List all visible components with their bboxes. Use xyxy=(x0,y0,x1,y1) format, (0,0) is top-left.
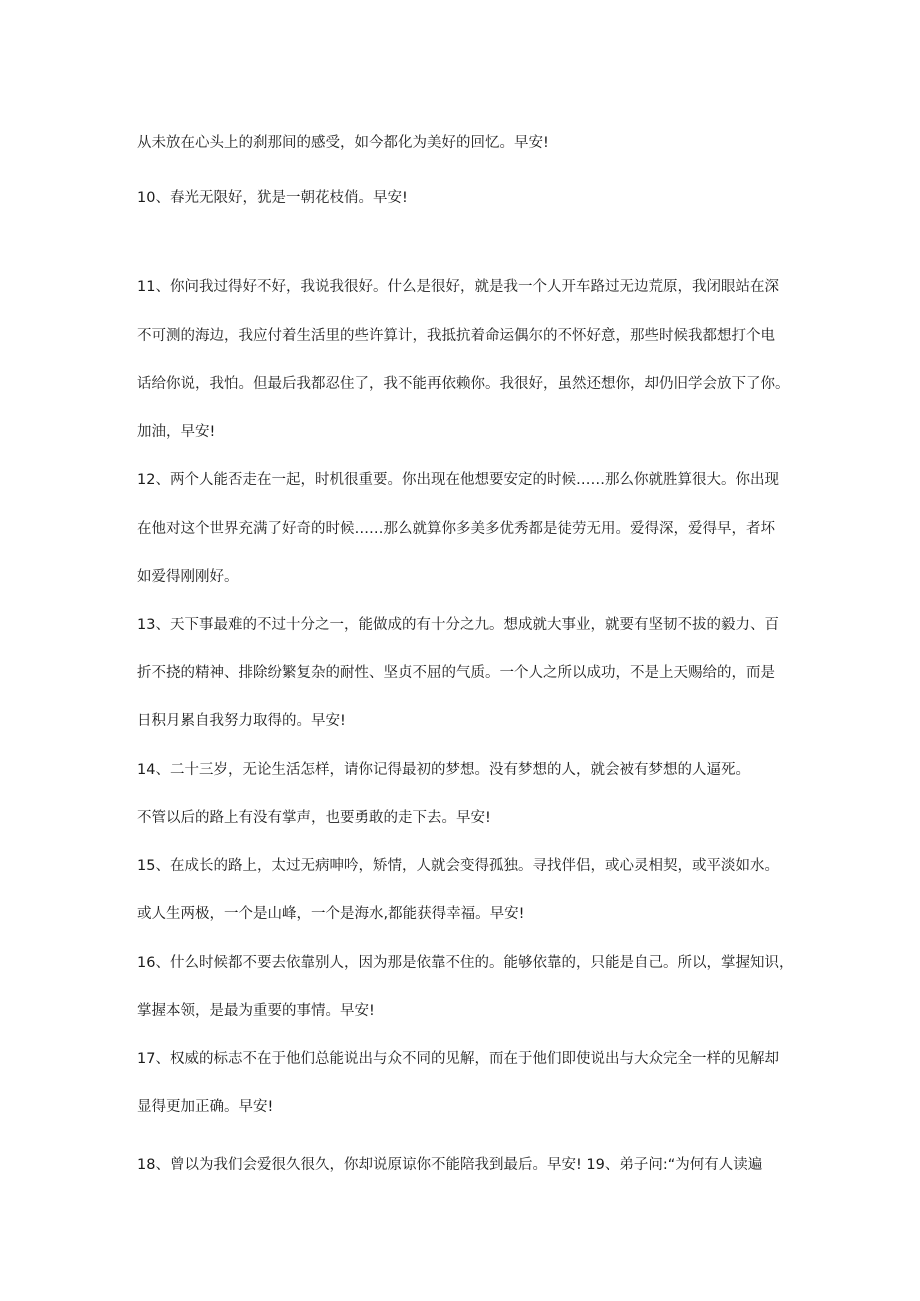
text-line: 日积月累自我努力取得的。早安! xyxy=(137,713,346,729)
text-line: 不管以后的路上有没有掌声，也要勇敢的走下去。早安! xyxy=(137,810,491,826)
text-line: 11、你问我过得好不好，我说我很好。什么是很好，就是我一个人开车路过无边荒原，我闭眼站在深 xyxy=(137,279,779,295)
text-line: 掌握本领，是最为重要的事情。早安! xyxy=(137,1003,375,1019)
text-line: 加油，早安! xyxy=(137,424,216,440)
text-line: 或人生两极，一个是山峰，一个是海水,都能获得幸福。早安! xyxy=(137,906,525,922)
text-line: 话给你说，我怕。但最后我都忍住了，我不能再依赖你。我很好，虽然还想你，却仍旧学会放下了你。 xyxy=(137,376,790,392)
text-line: 不可测的海边，我应付着生活里的些许算计，我抵抗着命运偶尔的不怀好意，那些时候我都想打个电 xyxy=(137,328,775,344)
text-line: 从未放在心头上的刹那间的感受，如今都化为美好的回忆。早安! xyxy=(137,135,549,151)
text-line: 16、什么时候都不要去依靠别人，因为那是依靠不住的。能够依靠的，只能是自己。所以，掌握知识， xyxy=(137,955,794,971)
text-line: 15、在成长的路上，太过无病呻吟，矫情，人就会变得孤独。寻找伴侣，或心灵相契，或平淡如水。 xyxy=(137,858,779,874)
text-line: 在他对这个世界充满了好奇的时候……那么就算你多美多优秀都是徒劳无用。爱得深，爱得早，者坏 xyxy=(137,521,775,537)
text-line: 如爱得刚刚好。 xyxy=(137,569,239,585)
text-line: 10、春光无限好，犹是一朝花枝俏。早安! xyxy=(137,190,408,206)
text-line: 17、权威的标志不在于他们总能说出与众不同的见解，而在于他们即使说出与大众完全一样的见解却 xyxy=(137,1051,779,1067)
text-line: 折不挠的精神、排除纷繁复杂的耐性、坚贞不屈的气质。一个人之所以成功，不是上天赐给的，而是 xyxy=(137,665,775,681)
text-line: 13、天下事最难的不过十分之一，能做成的有十分之九。想成就大事业，就要有坚韧不拔的毅力、百 xyxy=(137,617,779,633)
text-line: 18、曾以为我们会爱很久很久，你却说原谅你不能陪我到最后。早安! 19、弟子问:“为何有人读遍 xyxy=(137,1157,763,1173)
text-line: 12、两个人能否走在一起，时机很重要。你出现在他想要安定的时候……那么你就胜算很大。你出现 xyxy=(137,472,779,488)
text-line: 显得更加正确。早安! xyxy=(137,1099,274,1115)
text-line: 14、二十三岁，无论生活怎样，请你记得最初的梦想。没有梦想的人，就会被有梦想的人逼死。 xyxy=(137,762,750,778)
